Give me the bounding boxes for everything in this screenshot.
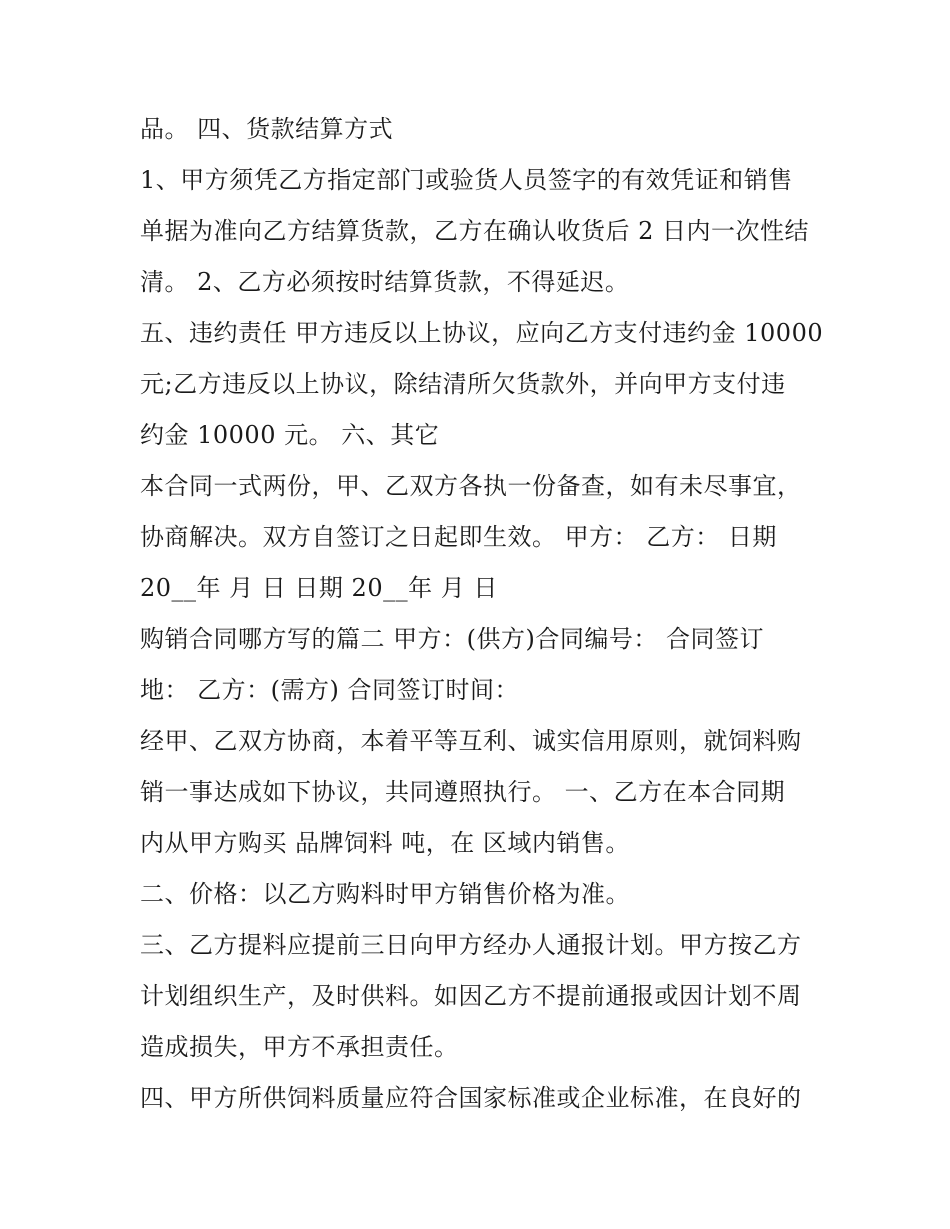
- text-line: 造成损失，甲方不承担责任。: [140, 1033, 459, 1061]
- text-line: 四、甲方所供饲料质量应符合国家标准或企业标准，在良好的: [140, 1084, 802, 1112]
- text-line: 1、甲方须凭乙方指定部门或验货人员签字的有效凭证和销售: [140, 166, 793, 194]
- text-line: 品。 四、货款结算方式: [140, 115, 394, 143]
- text-line: 五、违约责任 甲方违反以上协议，应向乙方支付违约金 10000: [140, 319, 824, 347]
- text-line: 20__年 月 日 日期 20__年 月 日: [140, 574, 498, 602]
- text-line: 三、乙方提料应提前三日向甲方经办人通报计划。甲方按乙方: [140, 931, 802, 959]
- text-line: 清。 2、乙方必须按时结算货款，不得延迟。: [140, 268, 630, 296]
- text-line: 计划组织生产，及时供料。如因乙方不提前通报或因计划不周: [140, 982, 802, 1010]
- document-body: [140, 104, 840, 1124]
- text-line: 地： 乙方：(需方) 合同签订时间：: [140, 676, 519, 704]
- text-line: 本合同一式两份，甲、乙双方各执一份备查，如有未尽事宜，: [140, 472, 802, 500]
- text-line: 约金 10000 元。 六、其它: [140, 421, 440, 449]
- text-line: 协商解决。双方自签订之日起即生效。 甲方： 乙方： 日期: [140, 523, 777, 551]
- text-line: 元;乙方违反以上协议，除结清所欠货款外，并向甲方支付违: [140, 370, 786, 398]
- text-line: 销一事达成如下协议，共同遵照执行。 一、乙方在本合同期: [140, 778, 786, 806]
- text-line: 二、价格：以乙方购料时甲方销售价格为准。: [140, 880, 630, 908]
- text-line: 单据为准向乙方结算货款，乙方在确认收货后 2 日内一次性结: [140, 217, 810, 245]
- text-line: 内从甲方购买 品牌饲料 吨，在 区域内销售。: [140, 829, 630, 857]
- text-line: 购销合同哪方写的篇二 甲方：(供方)合同编号： 合同签订: [140, 625, 764, 653]
- text-line: 经甲、乙双方协商，本着平等互利、诚实信用原则，就饲料购: [140, 727, 802, 755]
